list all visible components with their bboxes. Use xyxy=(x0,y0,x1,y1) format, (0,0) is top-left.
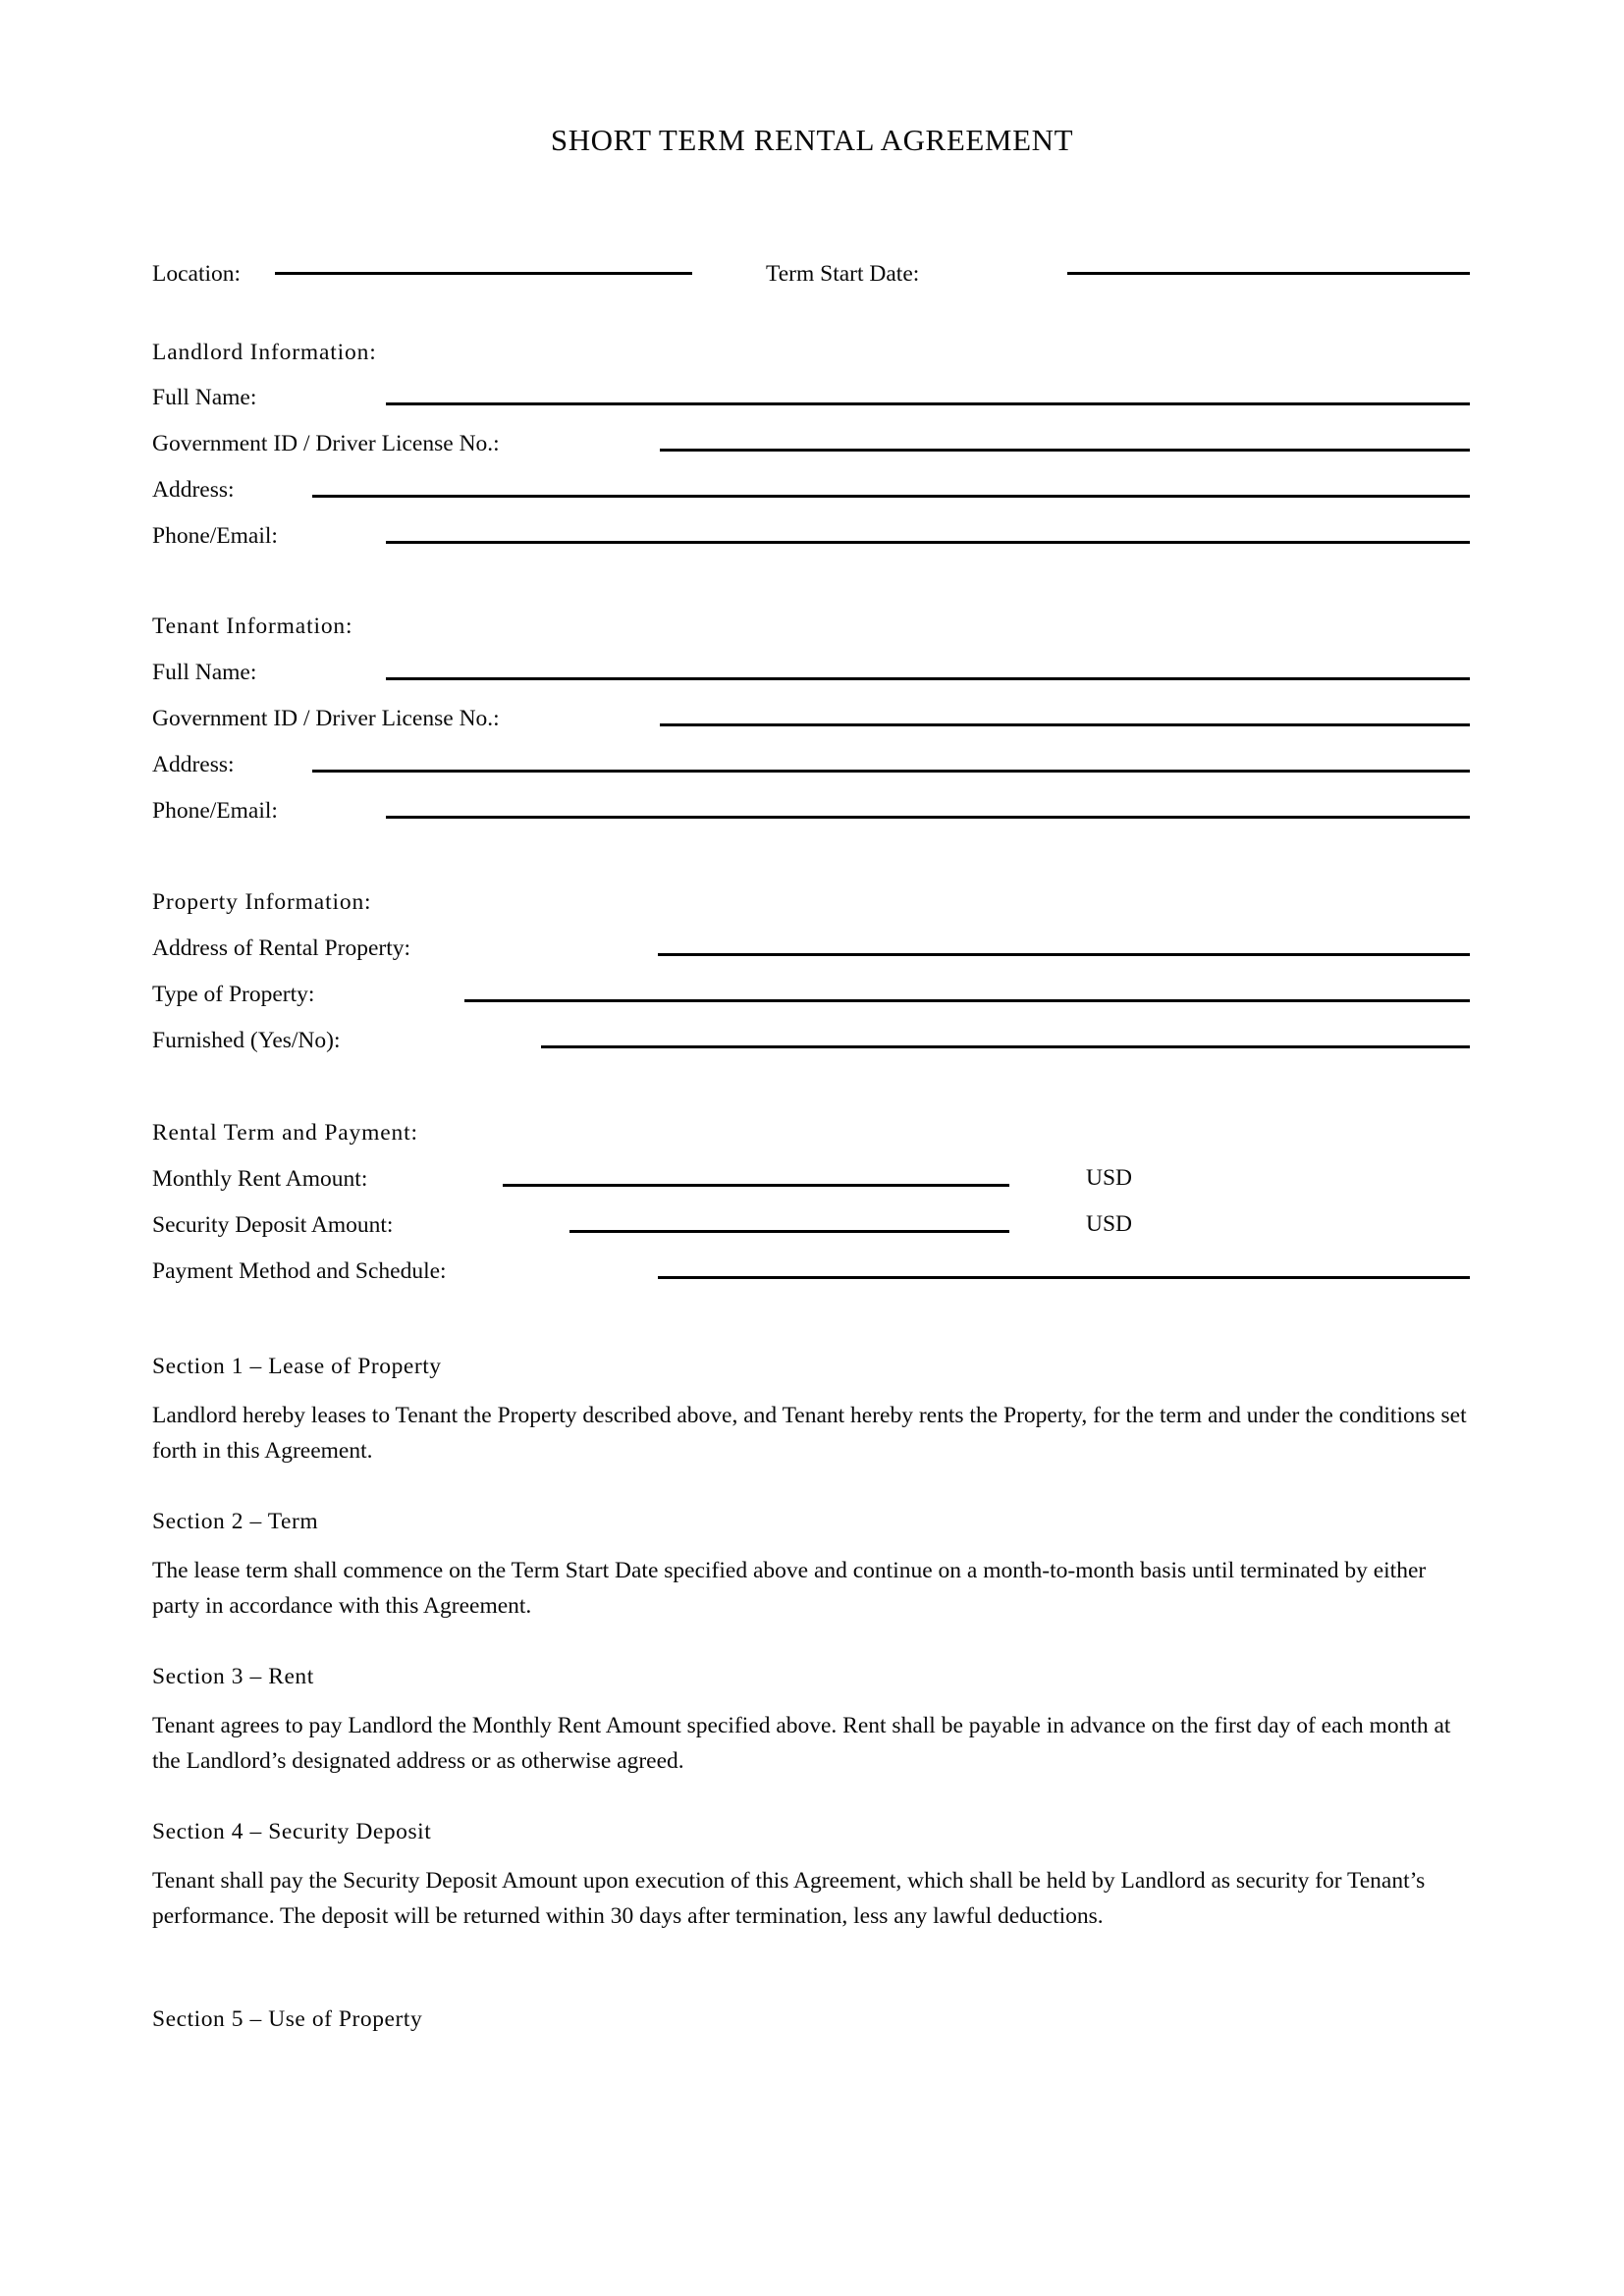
page-title: SHORT TERM RENTAL AGREEMENT xyxy=(550,123,1074,157)
tenant-phone-email-label: Phone/Email: xyxy=(152,798,278,824)
landlord-phone-email-label: Phone/Email: xyxy=(152,523,278,549)
property-type-label: Type of Property: xyxy=(152,982,315,1007)
tenant-gov-id-label: Government ID / Driver License No.: xyxy=(152,706,500,731)
tenant-gov-id-input-rule[interactable] xyxy=(660,723,1470,726)
section-2-body: The lease term shall commence on the Term Start Date specified above and continue on a month-to-month basis until terminated by either party in accordance with this Agreement. xyxy=(152,1558,1427,1619)
tenant-section-heading: Tenant Information: xyxy=(152,614,353,639)
term-start-date-input-rule[interactable] xyxy=(1067,272,1470,275)
location-input-rule[interactable] xyxy=(275,272,692,275)
payment-section-heading: Rental Term and Payment: xyxy=(152,1120,418,1146)
landlord-full-name-label: Full Name: xyxy=(152,385,257,410)
landlord-phone-email-input-rule[interactable] xyxy=(386,541,1470,544)
payment-method-input-rule[interactable] xyxy=(658,1276,1470,1279)
section-4-body: Tenant shall pay the Security Deposit Amount upon execution of this Agreement, which shall be held by Landlord as security for Tenant’s performance. The deposit will be returned within 30 days after termination, less any lawful deductions. xyxy=(152,1868,1426,1929)
security-deposit-label: Security Deposit Amount: xyxy=(152,1212,394,1238)
tenant-full-name-input-rule[interactable] xyxy=(386,677,1470,680)
section-1-heading: Section 1 – Lease of Property xyxy=(152,1354,442,1379)
property-furnished-label: Furnished (Yes/No): xyxy=(152,1028,341,1053)
location-label: Location: xyxy=(152,261,242,287)
landlord-section-heading: Landlord Information: xyxy=(152,340,377,365)
security-deposit-input-rule[interactable] xyxy=(569,1230,1009,1233)
section-2-heading: Section 2 – Term xyxy=(152,1509,319,1534)
tenant-full-name-label: Full Name: xyxy=(152,660,257,685)
landlord-gov-id-label: Government ID / Driver License No.: xyxy=(152,431,500,456)
section-3-body: Tenant agrees to pay Landlord the Monthly Rent Amount specified above. Rent shall be payable in advance on the first day of each month at the Landlord’s designated address or as otherwise agreed. xyxy=(152,1713,1451,1774)
section-5-heading: Section 5 – Use of Property xyxy=(152,2006,423,2032)
landlord-address-label: Address: xyxy=(152,477,235,503)
landlord-full-name-input-rule[interactable] xyxy=(386,402,1470,405)
landlord-address-input-rule[interactable] xyxy=(312,495,1470,498)
property-section-heading: Property Information: xyxy=(152,889,372,915)
property-furnished-input-rule[interactable] xyxy=(541,1045,1470,1048)
property-address-label: Address of Rental Property: xyxy=(152,935,411,961)
term-start-date-label: Term Start Date: xyxy=(766,261,920,287)
tenant-phone-email-input-rule[interactable] xyxy=(386,816,1470,819)
security-deposit-currency-label: USD xyxy=(1086,1211,1133,1237)
tenant-address-input-rule[interactable] xyxy=(312,770,1470,773)
monthly-rent-input-rule[interactable] xyxy=(503,1184,1009,1187)
section-1-body: Landlord hereby leases to Tenant the Property described above, and Tenant hereby rents the Property, for the term and under the conditions set forth in this Agreement. xyxy=(152,1403,1467,1464)
landlord-gov-id-input-rule[interactable] xyxy=(660,449,1470,452)
property-address-input-rule[interactable] xyxy=(658,953,1470,956)
tenant-address-label: Address: xyxy=(152,752,235,777)
section-4-heading: Section 4 – Security Deposit xyxy=(152,1819,432,1844)
property-type-input-rule[interactable] xyxy=(464,999,1470,1002)
monthly-rent-currency-label: USD xyxy=(1086,1165,1133,1191)
monthly-rent-label: Monthly Rent Amount: xyxy=(152,1166,368,1192)
section-3-heading: Section 3 – Rent xyxy=(152,1664,314,1689)
payment-method-label: Payment Method and Schedule: xyxy=(152,1258,447,1284)
